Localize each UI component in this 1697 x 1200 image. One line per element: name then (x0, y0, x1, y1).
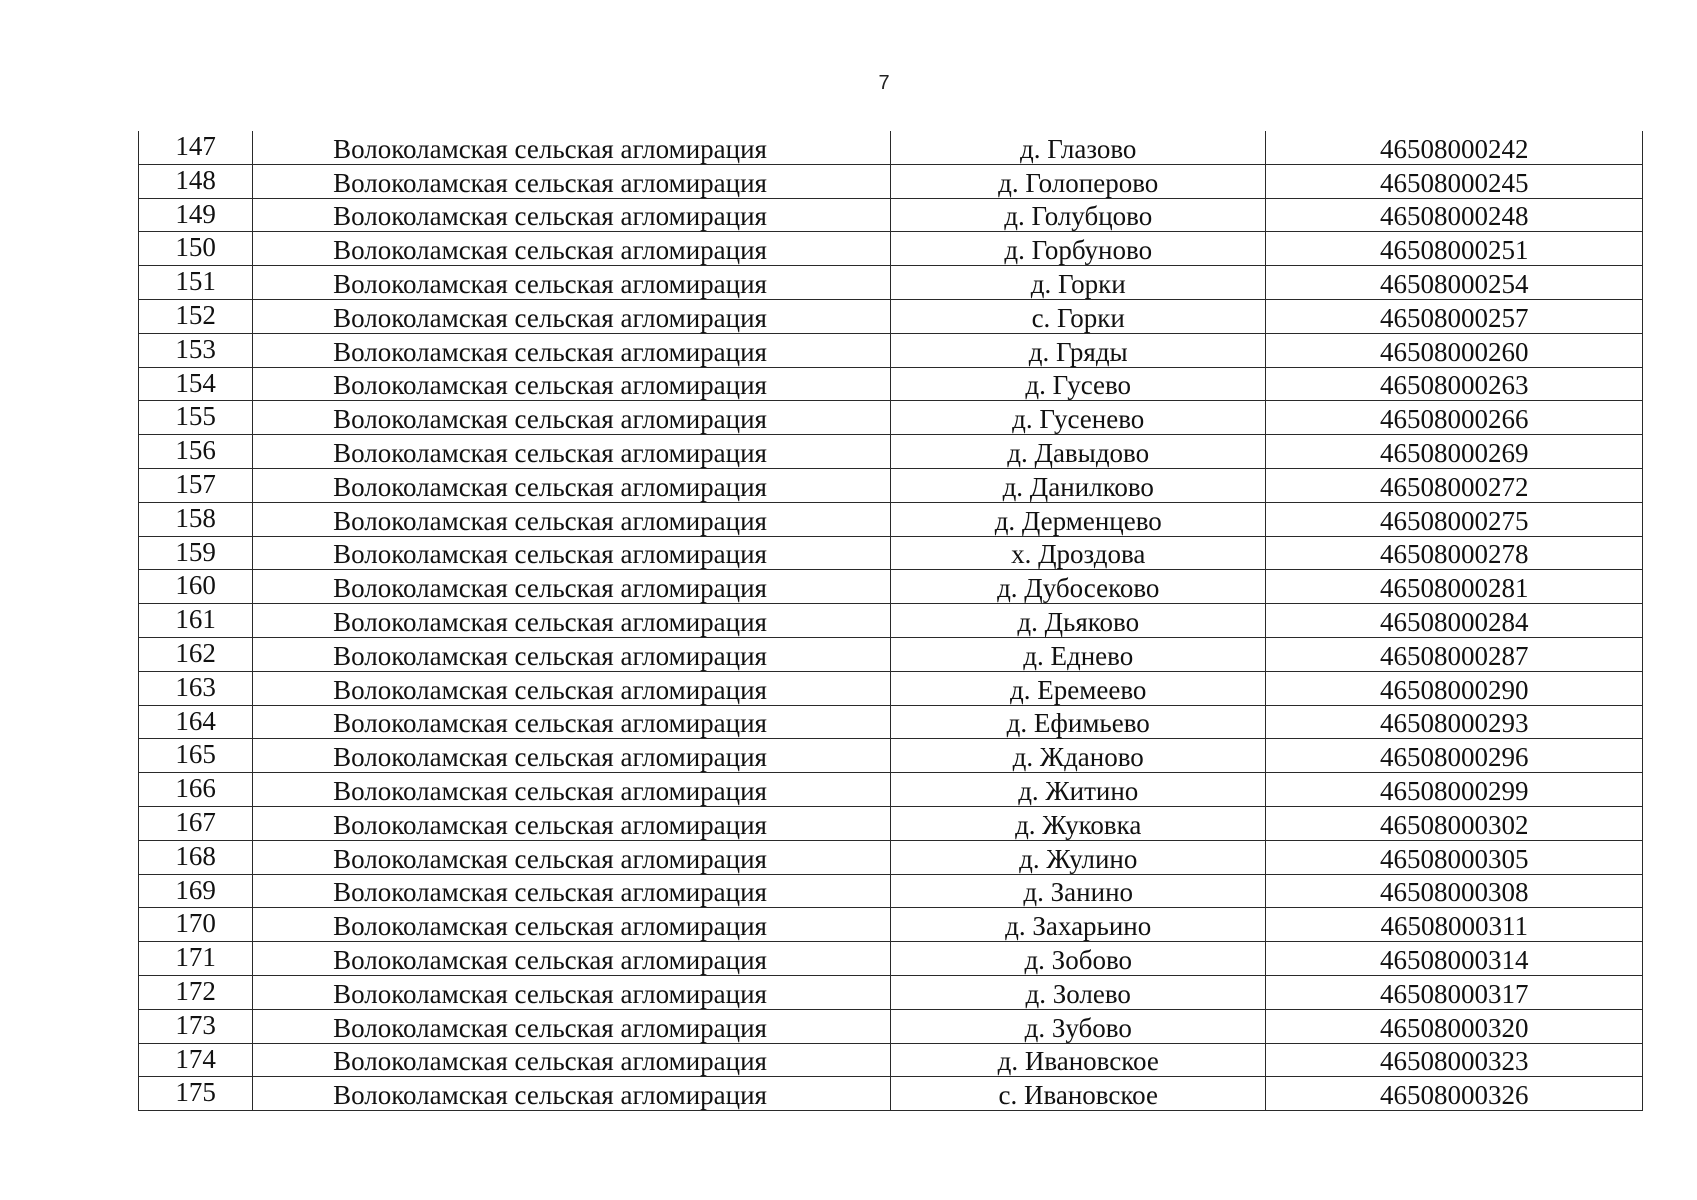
agglomeration-cell: Волоколамская сельская агломирация (253, 164, 891, 198)
agglomeration-cell: Волоколамская сельская агломирация (253, 739, 891, 773)
oktmo-code-cell: 46508000290 (1266, 671, 1643, 705)
page-number: 7 (878, 72, 890, 94)
agglomeration-cell: Волоколамская сельская агломирация (253, 468, 891, 502)
locality-cell: д. Давыдово (890, 435, 1265, 469)
row-number-cell: 170 (139, 908, 253, 942)
agglomeration-cell: Волоколамская сельская агломирация (253, 299, 891, 333)
table-row (139, 1077, 1643, 1111)
agglomeration-cell: Волоколамская сельская агломирация (253, 198, 891, 232)
row-number-cell: 162 (139, 637, 253, 671)
oktmo-code-cell: 46508000248 (1266, 198, 1643, 232)
agglomeration-cell: Волоколамская сельская агломирация (253, 367, 891, 401)
oktmo-code-cell: 46508000257 (1266, 299, 1643, 333)
row-number-cell: 147 (139, 131, 253, 164)
row-number-cell: 154 (139, 367, 253, 401)
locality-cell: д. Данилково (890, 468, 1265, 502)
locality-cell: д. Глазово (890, 131, 1265, 164)
agglomeration-cell: Волоколамская сельская агломирация (253, 942, 891, 976)
agglomeration-cell: Волоколамская сельская агломирация (253, 975, 891, 1009)
row-number-cell: 157 (139, 468, 253, 502)
locality-cell: д. Зубово (890, 1009, 1265, 1043)
locality-cell: д. Золево (890, 975, 1265, 1009)
locality-cell: д. Гусенево (890, 401, 1265, 435)
locality-cell: д. Зобово (890, 942, 1265, 976)
row-number-cell: 175 (139, 1077, 253, 1111)
locality-cell: д. Еднево (890, 637, 1265, 671)
locality-cell: д. Жулино (890, 840, 1265, 874)
row-number-cell: 148 (139, 164, 253, 198)
locality-cell: д. Дерменцево (890, 502, 1265, 536)
oktmo-code-cell: 46508000284 (1266, 604, 1643, 638)
locality-cell: д. Еремеево (890, 671, 1265, 705)
locality-cell: д. Дубосеково (890, 570, 1265, 604)
agglomeration-cell: Волоколамская сельская агломирация (253, 502, 891, 536)
agglomeration-cell: Волоколамская сельская агломирация (253, 840, 891, 874)
oktmo-code-cell: 46508000263 (1266, 367, 1643, 401)
oktmo-code-cell: 46508000254 (1266, 266, 1643, 300)
locality-cell: д. Жуковка (890, 806, 1265, 840)
locality-cell: д. Ивановское (890, 1043, 1265, 1077)
locality-cell: с. Ивановское (890, 1077, 1265, 1111)
table-row (139, 773, 1643, 807)
table-row (139, 705, 1643, 739)
table-row (139, 604, 1643, 638)
locality-cell: д. Жданово (890, 739, 1265, 773)
row-number-cell: 150 (139, 232, 253, 266)
locality-cell: д. Голоперово (890, 164, 1265, 198)
table-row (139, 942, 1643, 976)
settlements-table-body (139, 131, 1643, 1111)
settlements-table (138, 131, 1643, 1111)
row-number-cell: 151 (139, 266, 253, 300)
oktmo-code-cell: 46508000269 (1266, 435, 1643, 469)
row-number-cell: 166 (139, 773, 253, 807)
table-row (139, 401, 1643, 435)
table-row (139, 1043, 1643, 1077)
table-row (139, 908, 1643, 942)
locality-cell: д. Занино (890, 874, 1265, 908)
table-row (139, 435, 1643, 469)
row-number-cell: 164 (139, 705, 253, 739)
agglomeration-cell: Волоколамская сельская агломирация (253, 705, 891, 739)
agglomeration-cell: Волоколамская сельская агломирация (253, 874, 891, 908)
agglomeration-cell: Волоколамская сельская агломирация (253, 806, 891, 840)
agglomeration-cell: Волоколамская сельская агломирация (253, 604, 891, 638)
locality-cell: с. Горки (890, 299, 1265, 333)
agglomeration-cell: Волоколамская сельская агломирация (253, 773, 891, 807)
oktmo-code-cell: 46508000308 (1266, 874, 1643, 908)
agglomeration-cell: Волоколамская сельская агломирация (253, 637, 891, 671)
row-number-cell: 155 (139, 401, 253, 435)
locality-cell: д. Ефимьево (890, 705, 1265, 739)
row-number-cell: 169 (139, 874, 253, 908)
oktmo-code-cell: 46508000266 (1266, 401, 1643, 435)
agglomeration-cell: Волоколамская сельская агломирация (253, 536, 891, 570)
row-number-cell: 160 (139, 570, 253, 604)
locality-cell: д. Горки (890, 266, 1265, 300)
oktmo-code-cell: 46508000278 (1266, 536, 1643, 570)
agglomeration-cell: Волоколамская сельская агломирация (253, 908, 891, 942)
oktmo-code-cell: 46508000287 (1266, 637, 1643, 671)
locality-cell: д. Гусево (890, 367, 1265, 401)
row-number-cell: 152 (139, 299, 253, 333)
oktmo-code-cell: 46508000299 (1266, 773, 1643, 807)
table-row (139, 806, 1643, 840)
table-row (139, 570, 1643, 604)
row-number-cell: 167 (139, 806, 253, 840)
oktmo-code-cell: 46508000275 (1266, 502, 1643, 536)
oktmo-code-cell: 46508000260 (1266, 333, 1643, 367)
oktmo-code-cell: 46508000302 (1266, 806, 1643, 840)
agglomeration-cell: Волоколамская сельская агломирация (253, 131, 891, 164)
table-row (139, 637, 1643, 671)
row-number-cell: 156 (139, 435, 253, 469)
locality-cell: д. Голубцово (890, 198, 1265, 232)
agglomeration-cell: Волоколамская сельская агломирация (253, 1009, 891, 1043)
row-number-cell: 149 (139, 198, 253, 232)
oktmo-code-cell: 46508000326 (1266, 1077, 1643, 1111)
row-number-cell: 153 (139, 333, 253, 367)
row-number-cell: 168 (139, 840, 253, 874)
oktmo-code-cell: 46508000272 (1266, 468, 1643, 502)
locality-cell: д. Захарьино (890, 908, 1265, 942)
agglomeration-cell: Волоколамская сельская агломирация (253, 401, 891, 435)
agglomeration-cell: Волоколамская сельская агломирация (253, 435, 891, 469)
table-row (139, 131, 1643, 164)
row-number-cell: 165 (139, 739, 253, 773)
agglomeration-cell: Волоколамская сельская агломирация (253, 671, 891, 705)
locality-cell: д. Житино (890, 773, 1265, 807)
row-number-cell: 172 (139, 975, 253, 1009)
table-row (139, 874, 1643, 908)
table-row (139, 232, 1643, 266)
oktmo-code-cell: 46508000320 (1266, 1009, 1643, 1043)
row-number-cell: 171 (139, 942, 253, 976)
agglomeration-cell: Волоколамская сельская агломирация (253, 1043, 891, 1077)
oktmo-code-cell: 46508000305 (1266, 840, 1643, 874)
table-row (139, 840, 1643, 874)
row-number-cell: 161 (139, 604, 253, 638)
table-row (139, 367, 1643, 401)
table-row (139, 739, 1643, 773)
oktmo-code-cell: 46508000311 (1266, 908, 1643, 942)
oktmo-code-cell: 46508000251 (1266, 232, 1643, 266)
oktmo-code-cell: 46508000281 (1266, 570, 1643, 604)
locality-cell: д. Горбуново (890, 232, 1265, 266)
agglomeration-cell: Волоколамская сельская агломирация (253, 570, 891, 604)
row-number-cell: 163 (139, 671, 253, 705)
row-number-cell: 158 (139, 502, 253, 536)
table-row (139, 333, 1643, 367)
agglomeration-cell: Волоколамская сельская агломирация (253, 232, 891, 266)
oktmo-code-cell: 46508000245 (1266, 164, 1643, 198)
table-row (139, 671, 1643, 705)
oktmo-code-cell: 46508000314 (1266, 942, 1643, 976)
table-row (139, 536, 1643, 570)
row-number-cell: 173 (139, 1009, 253, 1043)
table-row (139, 299, 1643, 333)
table-row (139, 975, 1643, 1009)
row-number-cell: 159 (139, 536, 253, 570)
row-number-cell: 174 (139, 1043, 253, 1077)
oktmo-code-cell: 46508000293 (1266, 705, 1643, 739)
table-row (139, 502, 1643, 536)
oktmo-code-cell: 46508000323 (1266, 1043, 1643, 1077)
table-row (139, 198, 1643, 232)
table-row (139, 1009, 1643, 1043)
agglomeration-cell: Волоколамская сельская агломирация (253, 1077, 891, 1111)
locality-cell: д. Гряды (890, 333, 1265, 367)
table-row (139, 266, 1643, 300)
table-row (139, 468, 1643, 502)
table-row (139, 164, 1643, 198)
oktmo-code-cell: 46508000296 (1266, 739, 1643, 773)
locality-cell: д. Дьяково (890, 604, 1265, 638)
oktmo-code-cell: 46508000242 (1266, 131, 1643, 164)
oktmo-code-cell: 46508000317 (1266, 975, 1643, 1009)
agglomeration-cell: Волоколамская сельская агломирация (253, 266, 891, 300)
agglomeration-cell: Волоколамская сельская агломирация (253, 333, 891, 367)
locality-cell: х. Дроздова (890, 536, 1265, 570)
